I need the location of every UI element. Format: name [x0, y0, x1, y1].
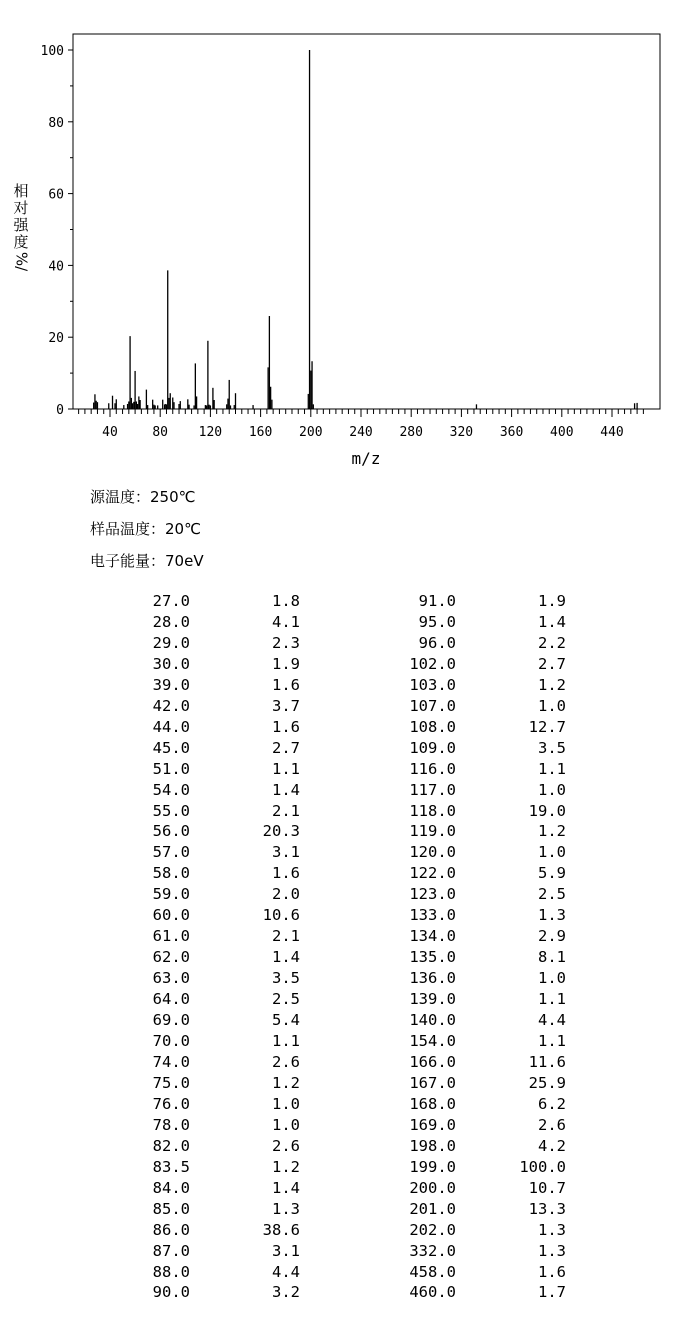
electron-energy: 电子能量：70eV	[90, 552, 204, 570]
mz-cell: 64.0	[152, 990, 190, 1009]
y-tick-label: 80	[48, 115, 64, 131]
y-tick-label: 20	[48, 331, 64, 347]
x-axis-label: m/z	[351, 449, 381, 468]
mz-cell: 103.0	[409, 675, 456, 694]
source-temperature: 源温度：250℃	[90, 488, 196, 506]
intensity-cell: 4.4	[272, 1262, 300, 1281]
mz-cell: 59.0	[152, 885, 190, 904]
mz-cell: 51.0	[152, 759, 190, 778]
intensity-cell: 3.5	[538, 738, 566, 757]
mz-cell: 29.0	[152, 633, 190, 652]
mz-cell: 109.0	[409, 738, 456, 757]
mz-cell: 117.0	[409, 780, 456, 799]
table-row	[110, 717, 566, 738]
peak-table	[110, 591, 566, 1303]
intensity-cell: 1.0	[538, 843, 566, 862]
table-row	[110, 1094, 566, 1115]
x-tick-label: 80	[152, 425, 169, 440]
mz-cell: 58.0	[152, 864, 190, 883]
table-row	[110, 863, 566, 884]
mz-cell: 42.0	[152, 696, 190, 715]
mz-cell: 122.0	[409, 864, 456, 883]
y-axis-label-char-4: 度	[13, 233, 29, 251]
intensity-cell: 1.3	[538, 1220, 566, 1239]
mz-cell: 57.0	[152, 843, 190, 862]
intensity-cell: 2.2	[538, 633, 566, 652]
y-axis-unit: %/	[12, 251, 31, 272]
intensity-cell: 3.5	[272, 969, 300, 988]
x-tick-label: 320	[449, 425, 474, 440]
intensity-cell: 2.5	[272, 990, 300, 1009]
x-tick-label: 360	[499, 425, 524, 440]
table-row	[110, 612, 566, 633]
intensity-cell: 1.6	[538, 1262, 566, 1281]
mz-cell: 45.0	[152, 738, 190, 757]
y-tick-label: 40	[48, 259, 64, 275]
table-row	[110, 780, 566, 801]
table-row	[110, 968, 566, 989]
mz-cell: 133.0	[409, 906, 456, 925]
mz-cell: 60.0	[152, 906, 190, 925]
table-row	[110, 1241, 566, 1262]
intensity-cell: 1.3	[272, 1199, 300, 1218]
x-tick-label: 160	[248, 425, 273, 440]
intensity-cell: 3.2	[272, 1283, 300, 1302]
mz-cell: 30.0	[152, 654, 190, 673]
intensity-cell: 1.0	[538, 969, 566, 988]
intensity-cell: 3.7	[272, 696, 300, 715]
mz-cell: 118.0	[409, 801, 456, 820]
mz-cell: 83.5	[152, 1157, 190, 1176]
intensity-cell: 2.6	[272, 1136, 300, 1155]
intensity-cell: 2.6	[272, 1052, 300, 1071]
sample-temperature: 样品温度：20℃	[90, 520, 201, 538]
intensity-cell: 2.7	[538, 654, 566, 673]
mz-cell: 134.0	[409, 927, 456, 946]
table-row	[110, 989, 566, 1010]
intensity-cell: 13.3	[528, 1199, 566, 1218]
mz-cell: 199.0	[409, 1157, 456, 1176]
intensity-cell: 1.1	[538, 1032, 566, 1051]
intensity-cell: 1.0	[538, 696, 566, 715]
intensity-cell: 1.9	[538, 592, 566, 610]
x-tick-label: 440	[600, 425, 624, 440]
y-tick-label: 100	[40, 44, 64, 59]
table-row	[110, 801, 566, 822]
intensity-cell: 10.6	[262, 906, 300, 925]
mz-cell: 84.0	[152, 1178, 190, 1197]
intensity-cell: 4.1	[272, 612, 300, 631]
intensity-cell: 1.7	[538, 1283, 566, 1302]
intensity-cell: 11.6	[528, 1052, 566, 1071]
intensity-cell: 12.7	[528, 717, 566, 736]
mz-cell: 76.0	[152, 1094, 190, 1113]
mz-cell: 135.0	[409, 948, 456, 967]
mz-cell: 198.0	[409, 1136, 456, 1155]
mz-cell: 119.0	[409, 822, 456, 841]
table-row	[110, 1262, 566, 1283]
table-row	[110, 1010, 566, 1031]
intensity-cell: 2.6	[538, 1115, 566, 1134]
table-row	[110, 654, 566, 675]
mz-cell: 95.0	[418, 612, 456, 631]
table-row	[110, 1199, 566, 1220]
table-row	[110, 591, 566, 612]
intensity-cell: 1.0	[272, 1094, 300, 1113]
y-axis-label-char-1: 相	[13, 182, 29, 200]
table-row	[110, 1220, 566, 1241]
table-row	[110, 1073, 566, 1094]
mz-cell: 61.0	[152, 927, 190, 946]
mz-cell: 123.0	[409, 885, 456, 904]
intensity-cell: 38.6	[262, 1220, 300, 1239]
table-row	[110, 675, 566, 696]
x-tick-label: 120	[198, 425, 223, 440]
intensity-cell: 2.3	[272, 633, 300, 652]
plot-frame	[73, 34, 660, 409]
table-row	[110, 905, 566, 926]
intensity-cell: 1.3	[538, 1241, 566, 1260]
mz-cell: 74.0	[152, 1052, 190, 1071]
table-row	[110, 1282, 566, 1303]
mz-cell: 27.0	[152, 592, 190, 610]
x-tick-label: 200	[299, 425, 323, 440]
table-row	[110, 1157, 566, 1178]
mz-cell: 460.0	[409, 1283, 456, 1302]
y-axis-label-char-3: 强	[13, 216, 29, 234]
table-row	[110, 696, 566, 717]
intensity-cell: 1.1	[538, 990, 566, 1009]
intensity-cell: 25.9	[528, 1073, 566, 1092]
y-axis-label-char-2: 对	[13, 199, 29, 217]
table-row	[110, 633, 566, 654]
intensity-cell: 1.1	[272, 759, 300, 778]
mz-cell: 69.0	[152, 1011, 190, 1030]
mz-cell: 44.0	[152, 717, 190, 736]
mz-cell: 86.0	[152, 1220, 190, 1239]
intensity-cell: 2.9	[538, 927, 566, 946]
mz-cell: 62.0	[152, 948, 190, 967]
mz-cell: 168.0	[409, 1094, 456, 1113]
mz-cell: 200.0	[409, 1178, 456, 1197]
y-tick-label: 0	[56, 403, 64, 418]
table-row	[110, 926, 566, 947]
mz-cell: 91.0	[418, 592, 456, 610]
mz-cell: 167.0	[409, 1073, 456, 1092]
intensity-cell: 5.4	[272, 1011, 300, 1030]
intensity-cell: 1.2	[272, 1073, 300, 1092]
intensity-cell: 4.2	[538, 1136, 566, 1155]
x-tick-label: 40	[102, 425, 118, 440]
mz-cell: 201.0	[409, 1199, 456, 1218]
table-row	[110, 1115, 566, 1136]
intensity-cell: 2.5	[538, 885, 566, 904]
intensity-cell: 2.7	[272, 738, 300, 757]
intensity-cell: 1.4	[272, 780, 300, 799]
intensity-cell: 1.4	[272, 1178, 300, 1197]
mz-cell: 154.0	[409, 1032, 456, 1051]
mz-cell: 169.0	[409, 1115, 456, 1134]
table-row	[110, 1178, 566, 1199]
intensity-cell: 2.1	[272, 927, 300, 946]
intensity-cell: 1.1	[538, 759, 566, 778]
mz-cell: 108.0	[409, 717, 456, 736]
intensity-cell: 8.1	[538, 948, 566, 967]
table-row	[110, 759, 566, 780]
mz-cell: 54.0	[152, 780, 190, 799]
mz-cell: 75.0	[152, 1073, 190, 1092]
table-row	[110, 821, 566, 842]
intensity-cell: 1.6	[272, 717, 300, 736]
intensity-cell: 1.4	[538, 612, 566, 631]
intensity-cell: 10.7	[528, 1178, 566, 1197]
intensity-cell: 20.3	[262, 822, 300, 841]
mz-cell: 458.0	[409, 1262, 456, 1281]
table-row	[110, 947, 566, 968]
mz-cell: 85.0	[152, 1199, 190, 1218]
mz-cell: 116.0	[409, 759, 456, 778]
mz-cell: 55.0	[152, 801, 190, 820]
intensity-cell: 2.0	[272, 885, 300, 904]
mz-cell: 87.0	[152, 1241, 190, 1260]
intensity-cell: 1.2	[538, 822, 566, 841]
intensity-cell: 1.2	[272, 1157, 300, 1176]
intensity-cell: 1.6	[272, 675, 300, 694]
intensity-cell: 3.1	[272, 1241, 300, 1260]
x-tick-label: 280	[399, 425, 423, 440]
intensity-cell: 1.3	[538, 906, 566, 925]
mz-cell: 88.0	[152, 1262, 190, 1281]
mz-cell: 82.0	[152, 1136, 190, 1155]
mz-cell: 332.0	[409, 1241, 456, 1260]
intensity-cell: 6.2	[538, 1094, 566, 1113]
intensity-cell: 1.6	[272, 864, 300, 883]
intensity-cell: 1.0	[272, 1115, 300, 1134]
mz-cell: 139.0	[409, 990, 456, 1009]
mz-cell: 136.0	[409, 969, 456, 988]
intensity-cell: 5.9	[538, 864, 566, 883]
intensity-cell: 1.0	[538, 780, 566, 799]
mz-cell: 96.0	[418, 633, 456, 652]
mz-cell: 39.0	[152, 675, 190, 694]
mz-cell: 166.0	[409, 1052, 456, 1071]
x-tick-label: 240	[349, 425, 373, 440]
mz-cell: 28.0	[152, 612, 190, 631]
intensity-cell: 4.4	[538, 1011, 566, 1030]
intensity-cell: 1.2	[538, 675, 566, 694]
mz-cell: 78.0	[152, 1115, 190, 1134]
x-tick-label: 400	[550, 425, 574, 440]
y-axis-label	[11, 183, 31, 270]
intensity-cell: 1.4	[272, 948, 300, 967]
mz-cell: 120.0	[409, 843, 456, 862]
intensity-cell: 1.9	[272, 654, 300, 673]
table-row	[110, 1052, 566, 1073]
table-row	[110, 884, 566, 905]
mz-cell: 63.0	[152, 969, 190, 988]
intensity-cell: 19.0	[528, 801, 566, 820]
table-row	[110, 1031, 566, 1052]
intensity-cell: 3.1	[272, 843, 300, 862]
table-row	[110, 1136, 566, 1157]
table-row	[110, 842, 566, 863]
mz-cell: 70.0	[152, 1032, 190, 1051]
table-row	[110, 738, 566, 759]
mz-cell: 202.0	[409, 1220, 456, 1239]
intensity-cell: 2.1	[272, 801, 300, 820]
mass-spectrum-chart	[0, 0, 696, 480]
mz-cell: 107.0	[409, 696, 456, 715]
y-tick-label: 60	[48, 187, 64, 203]
mz-cell: 56.0	[152, 822, 190, 841]
mz-cell: 102.0	[409, 654, 456, 673]
intensity-cell: 100.0	[519, 1157, 566, 1176]
mz-cell: 90.0	[152, 1283, 190, 1302]
intensity-cell: 1.8	[272, 592, 300, 610]
mz-cell: 140.0	[409, 1011, 456, 1030]
intensity-cell: 1.1	[272, 1032, 300, 1051]
